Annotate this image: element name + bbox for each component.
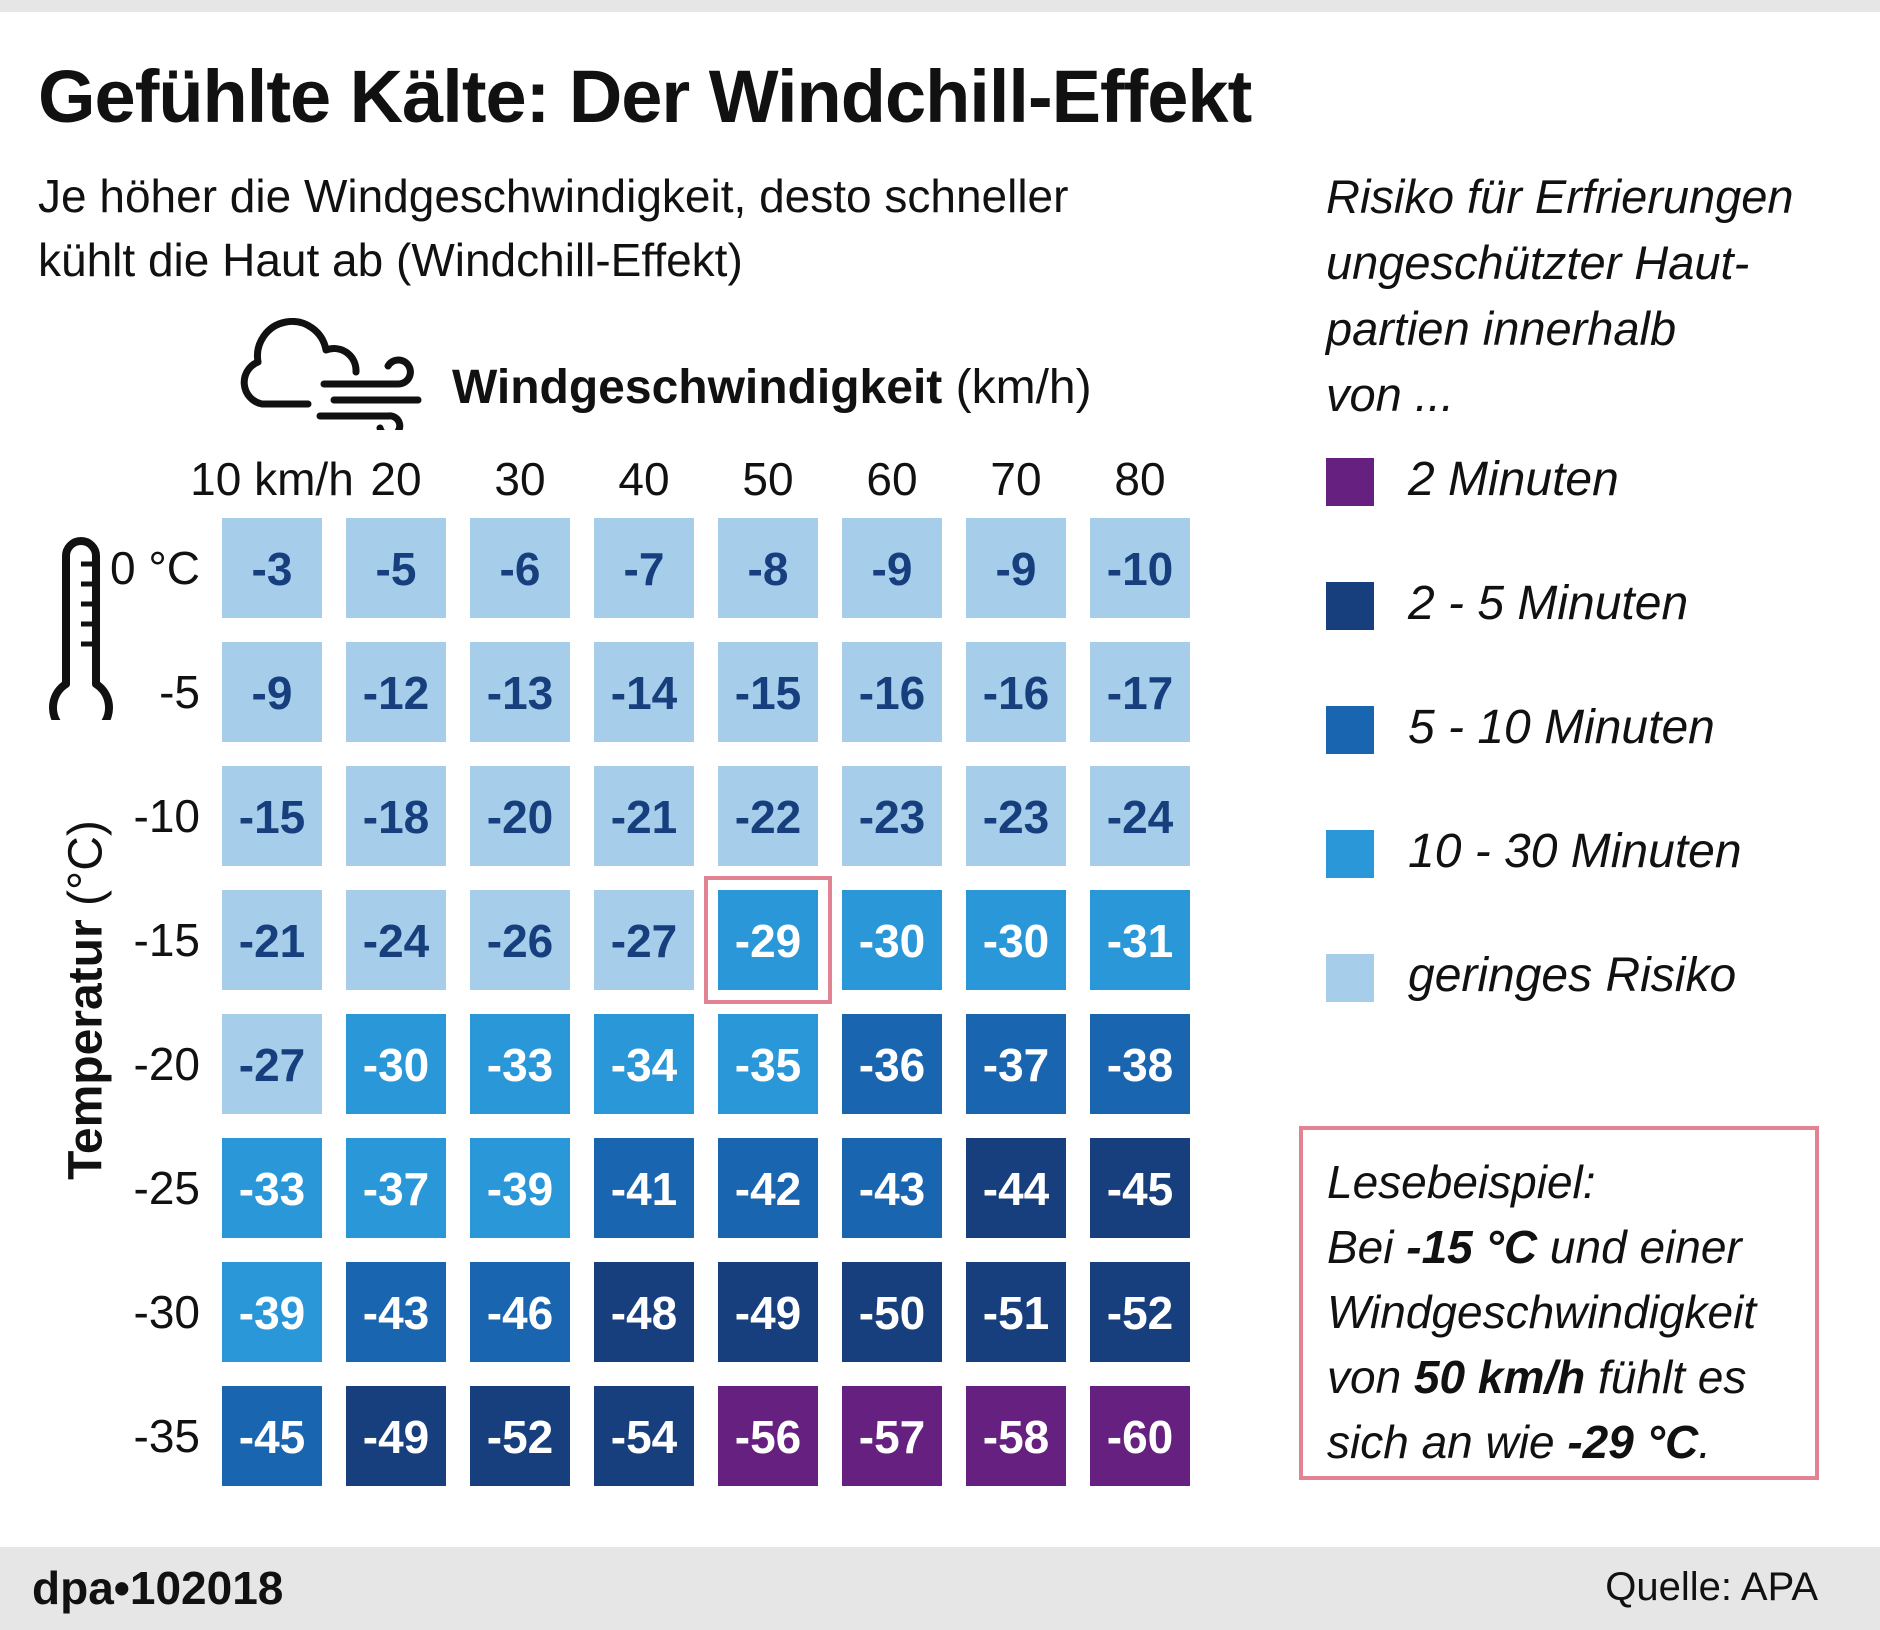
cell-value-label: -37 (982, 1039, 1050, 1091)
y-tick-label: -10 (133, 790, 200, 842)
cell-value-label: -18 (362, 791, 430, 843)
cell-value-label: -39 (238, 1287, 306, 1339)
cell-value-label: -42 (734, 1163, 802, 1215)
cell-value-label: -6 (499, 543, 541, 595)
example-text: . (1698, 1416, 1712, 1468)
example-text: sich an wie (1327, 1416, 1568, 1468)
cell-value-label: -56 (734, 1411, 802, 1463)
cell-value-label: -16 (858, 667, 926, 719)
cell-value-label: -24 (362, 915, 430, 967)
cell-value-label: -26 (486, 915, 554, 967)
cell-value-label: -23 (982, 791, 1050, 843)
x-tick-label: 40 (618, 453, 670, 505)
x-tick-label: 60 (866, 453, 918, 505)
cell-value-label: -20 (486, 791, 554, 843)
legend-label: 5 - 10 Minuten (1408, 701, 1715, 754)
legend-label: 2 Minuten (1408, 453, 1619, 506)
x-axis-label-unit: (km/h) (955, 361, 1092, 414)
example-felt-temperature: -29 °C (1567, 1416, 1699, 1468)
cell-value-label: -35 (734, 1039, 802, 1091)
example-wind-speed: 50 km/h (1413, 1351, 1586, 1403)
cell-value-label: -37 (362, 1163, 430, 1215)
cell-value-label: -45 (238, 1411, 306, 1463)
x-tick-label: 10 km/h (190, 453, 354, 505)
cell-value-label: -22 (734, 791, 802, 843)
cell-value-label: -33 (486, 1039, 554, 1091)
cell-value-label: -24 (1106, 791, 1174, 843)
x-tick-label: 50 (742, 453, 794, 505)
cell-value-label: -13 (486, 667, 554, 719)
y-tick-label: -15 (133, 914, 200, 966)
y-tick-label: -25 (133, 1162, 200, 1214)
cell-value-label: -50 (858, 1287, 926, 1339)
cell-value-label: -10 (1106, 543, 1174, 595)
cell-value-label: -8 (747, 543, 789, 595)
y-tick-label: -5 (159, 666, 200, 718)
cell-value-label: -39 (486, 1163, 554, 1215)
example-text: und einer (1537, 1221, 1742, 1273)
cell-value-label: -7 (623, 543, 665, 595)
cell-value-label: -54 (610, 1411, 678, 1463)
cell-value-label: -16 (982, 667, 1050, 719)
cell-value-label: -58 (982, 1411, 1050, 1463)
legend-label: geringes Risiko (1408, 949, 1737, 1002)
x-tick-label: 30 (494, 453, 546, 505)
legend-label: 10 - 30 Minuten (1408, 825, 1742, 878)
cell-value-label: -21 (238, 915, 306, 967)
cell-value-label: -45 (1106, 1163, 1174, 1215)
example-text: fühlt es (1585, 1351, 1747, 1403)
cell-value-label: -30 (858, 915, 926, 967)
cell-value-label: -41 (610, 1163, 678, 1215)
x-axis-label-name: Windgeschwindigkeit (452, 361, 943, 414)
cell-value-label: -60 (1106, 1411, 1174, 1463)
y-tick-label: -30 (133, 1286, 200, 1338)
cell-value-label: -15 (238, 791, 306, 843)
legend-title: Risiko für Erfrierungen ungeschützter Haut- partien innerhalb von ... (1326, 170, 1794, 421)
y-tick-label: 0 °C (110, 542, 200, 594)
example-line-4 (1327, 1345, 1815, 1410)
example-line-3: Windgeschwindigkeit (1327, 1286, 1757, 1338)
cell-value-label: -14 (610, 667, 678, 719)
cell-value-label: -9 (995, 543, 1037, 595)
footer (0, 1547, 1880, 1630)
cell-value-label: -30 (362, 1039, 430, 1091)
cell-value-label: -9 (251, 667, 293, 719)
cell-value-label: -38 (1106, 1039, 1174, 1091)
cell-value-label: -52 (1106, 1287, 1174, 1339)
cell-value-label: -48 (610, 1287, 678, 1339)
footer-credit: dpa•102018 (32, 1562, 284, 1614)
x-tick-label: 80 (1114, 453, 1166, 505)
cell-value-label: -30 (982, 915, 1050, 967)
y-axis-label-unit: (°C) (59, 820, 113, 906)
cell-value-label: -57 (858, 1411, 926, 1463)
legend-label: 2 - 5 Minuten (1408, 577, 1689, 630)
reading-example (1299, 1126, 1819, 1480)
cell-value-label: -33 (238, 1163, 306, 1215)
cell-value-label: -44 (982, 1163, 1050, 1215)
cell-value-label: -23 (858, 791, 926, 843)
example-line-2 (1327, 1215, 1815, 1280)
cell-value-label: -51 (982, 1287, 1050, 1339)
cell-value-label: -12 (362, 667, 430, 719)
cell-value-label: -9 (871, 543, 913, 595)
example-line-1: Lesebeispiel: (1327, 1156, 1596, 1208)
cell-value-label: -43 (362, 1287, 430, 1339)
cell-value-label: -15 (734, 667, 802, 719)
cell-value-label: -34 (610, 1039, 678, 1091)
cell-value-label: -5 (375, 543, 417, 595)
example-text: von (1327, 1351, 1414, 1403)
cell-value-label: -27 (610, 915, 678, 967)
cell-value-label: -49 (734, 1287, 802, 1339)
chart-title: Gefühlte Kälte: Der Windchill-Effekt (38, 55, 1252, 138)
cell-value-label: -52 (486, 1411, 554, 1463)
cell-value-label: -36 (858, 1039, 926, 1091)
x-tick-label: 20 (370, 453, 422, 505)
cell-value-label: -3 (251, 543, 293, 595)
x-tick-label: 70 (990, 453, 1042, 505)
y-tick-label: -20 (133, 1038, 200, 1090)
legend-swatch (1326, 830, 1374, 878)
y-axis-label-name: Temperatur (59, 919, 113, 1180)
cell-value-label: -21 (610, 791, 678, 843)
cell-value-label: -29 (734, 915, 802, 967)
chart-subtitle: Je höher die Windgeschwindigkeit, desto schneller kühlt die Haut ab (Windchill-Effekt) (38, 170, 1069, 286)
y-tick-label: -35 (133, 1410, 200, 1462)
legend-swatch (1326, 954, 1374, 1002)
cell-value-label: -31 (1106, 915, 1174, 967)
cell-value-label: -49 (362, 1411, 430, 1463)
cell-value-label: -43 (858, 1163, 926, 1215)
cell-value-label: -17 (1106, 667, 1174, 719)
legend-swatch (1326, 458, 1374, 506)
legend-swatch (1326, 706, 1374, 754)
footer-source: Quelle: APA (1605, 1565, 1818, 1609)
example-text: Bei (1327, 1221, 1407, 1273)
cell-value-label: -27 (238, 1039, 306, 1091)
example-temperature: -15 °C (1406, 1221, 1538, 1273)
cell-value-label: -46 (486, 1287, 554, 1339)
example-line-5 (1327, 1410, 1815, 1475)
legend-swatch (1326, 582, 1374, 630)
